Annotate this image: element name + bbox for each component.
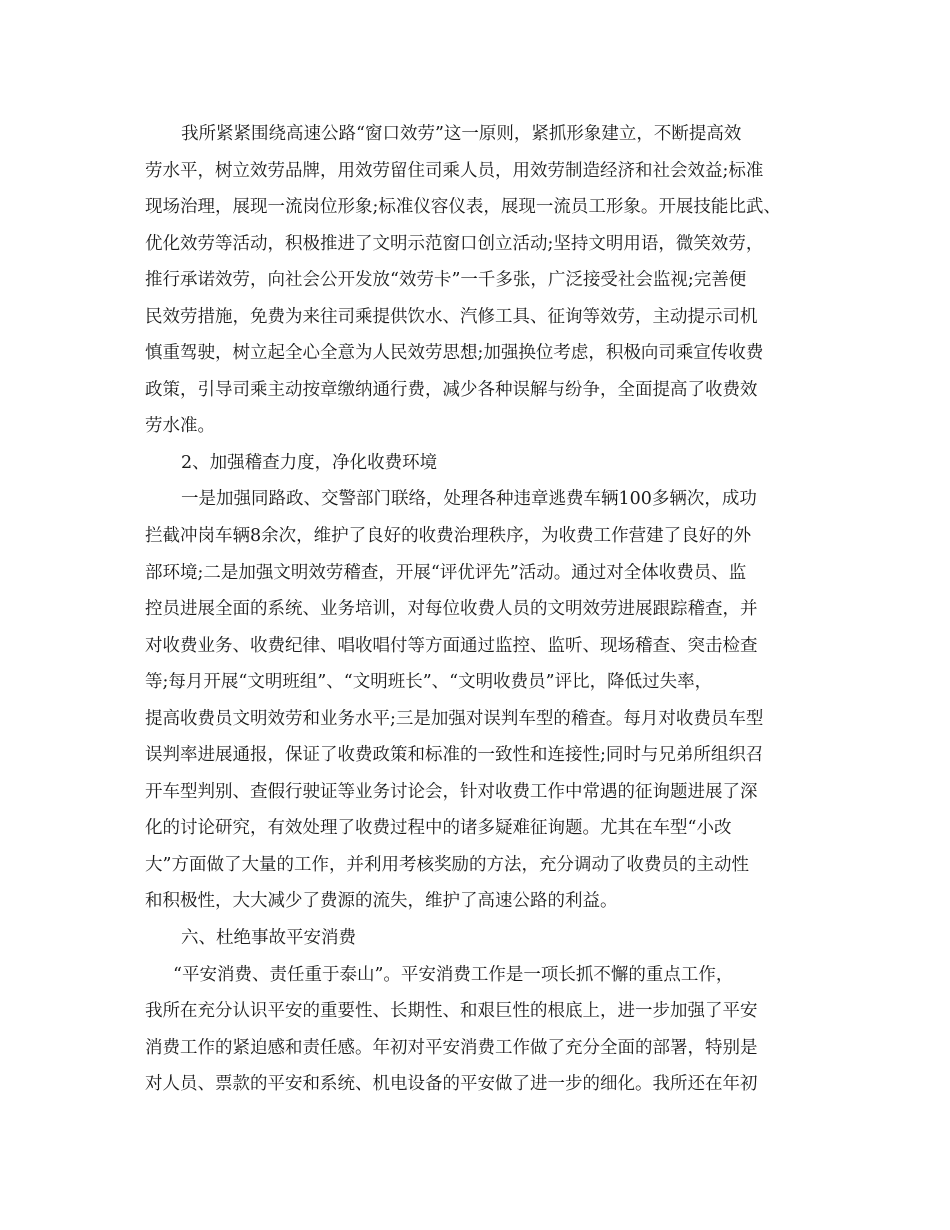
- paragraph-line: 控员进展全面的系统、业务培训，对每位收费人员的文明效劳进展跟踪稽查，并: [145, 599, 758, 620]
- paragraph-line: 我所紧紧围绕高速公路“窗口效劳”这一原则，紧抓形象建立，不断提高效: [181, 124, 742, 144]
- paragraph-line: 对收费业务、收费纪律、唱收唱付等方面通过监控、监听、现场稽查、突击检查: [145, 635, 758, 656]
- paragraph-line: 对人员、票款的平安和系统、机电设备的平安做了进一步的细化。我所还在年初: [145, 1074, 758, 1095]
- paragraph-line: 一是加强同路政、交警部门联络，处理各种违章逃费车辆100多辆次，成功: [181, 489, 757, 510]
- paragraph-line: 现场治理，展现一流岗位形象;标准仪容仪表，展现一流员工形象。开展技能比武、: [145, 197, 781, 218]
- paragraph-line: 提高收费员文明效劳和业务水平;三是加强对误判车型的稽查。每月对收费员车型: [145, 708, 764, 729]
- paragraph-line: 误判率进展通报，保证了收费政策和标准的一致性和连接性;同时与兄弟所组织召: [145, 745, 764, 766]
- paragraph-line: 消费工作的紧迫感和责任感。年初对平安消费工作做了充分全面的部署，特别是: [145, 1037, 758, 1058]
- paragraph-line: 优化效劳等活动，积极推进了文明示范窗口创立活动;坚持文明用语，微笑效劳，: [145, 233, 764, 254]
- paragraph-line: 慎重驾驶，树立起全心全意为人民效劳思想;加强换位考虑，积极向司乘宣传收费: [145, 343, 764, 364]
- paragraph-line: 劳水平，树立效劳品牌，用效劳留住司乘人员，用效劳制造经济和社会效益;标准: [145, 160, 764, 181]
- paragraph-line: 我所在充分认识平安的重要性、长期性、和艰巨性的根底上，进一步加强了平安: [145, 1001, 758, 1022]
- section-heading: 六、杜绝事故平安消费: [181, 928, 356, 949]
- paragraph-line: 大”方面做了大量的工作，并利用考核奖励的方法，充分调动了收费员的主动性: [145, 854, 749, 875]
- paragraph-line: 部环境;二是加强文明效劳稽查，开展“评优评先”活动。通过对全体收费员、监: [145, 562, 747, 583]
- paragraph-line: 劳水准。: [145, 416, 215, 437]
- paragraph-line: 等;每月开展“文明班组”、“文明班长”、“文明收费员”评比，降低过失率，: [145, 672, 713, 693]
- paragraph-line: 和积极性，大大减少了费源的流失，维护了高速公路的利益。: [145, 891, 618, 912]
- section-heading: 2、加强稽查力度，净化收费环境: [181, 452, 438, 473]
- document-body: [145, 116, 810, 1103]
- paragraph-line: “平安消费、责任重于泰山”。平安消费工作是一项长抓不懈的重点工作，: [173, 964, 734, 985]
- paragraph-line: 民效劳措施，免费为来往司乘提供饮水、汽修工具、征询等效劳，主动提示司机: [145, 306, 758, 327]
- paragraph-line: 开车型判别、查假行驶证等业务讨论会，针对收费工作中常遇的征询题进展了深: [145, 781, 758, 802]
- paragraph-line: 化的讨论研究，有效处理了收费过程中的诸多疑难征询题。尤其在车型“小改: [145, 818, 732, 839]
- paragraph-line: 拦截冲岗车辆8余次，维护了良好的收费治理秩序，为收费工作营建了良好的外: [145, 526, 752, 547]
- paragraph-line: 政策，引导司乘主动按章缴纳通行费，减少各种误解与纷争，全面提高了收费效: [145, 379, 758, 400]
- paragraph-line: 推行承诺效劳，向社会公开发放“效劳卡”一千多张，广泛接受社会监视;完善便: [145, 270, 747, 291]
